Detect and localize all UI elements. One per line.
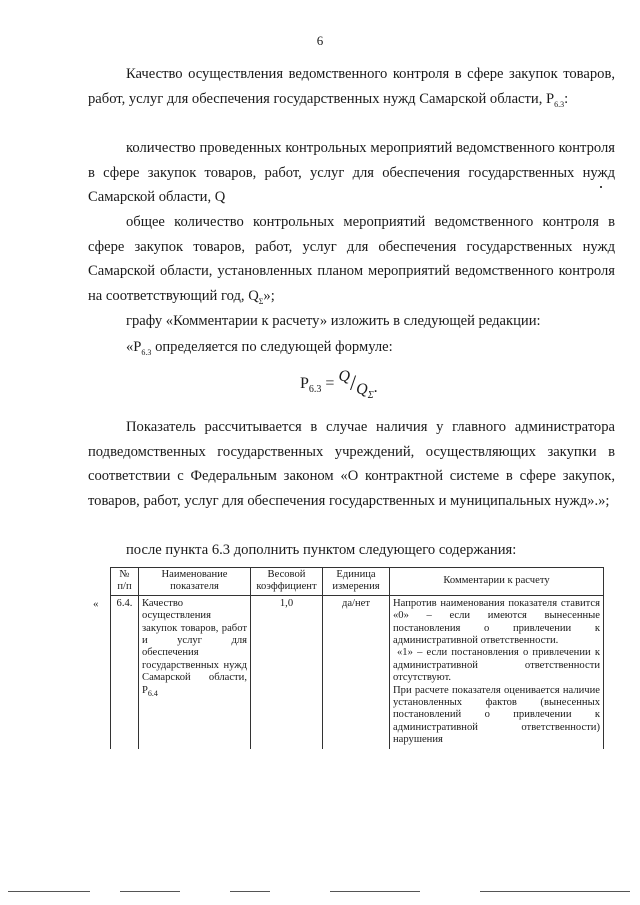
paragraph-calculation-note: Показатель рассчитывается в случае наличия у главного администратора подведомственных государственных учреждений, осуществляющих закупки в соответствии с Федеральным законом «О контрактной системе в сфере закупок, товаров, работ, услуг для обеспечения государственных и муниципальных нужд».»; — [88, 419, 615, 509]
paragraph-formula-intro — [88, 335, 615, 365]
formula-slash: / — [350, 370, 357, 395]
header-weight: Весовой коэффициент — [251, 568, 323, 596]
formula-denominator: Q — [356, 381, 368, 398]
comment-paragraph-3: При расчете показателя оценивается наличие установленных фактов (вынесенных постановлений о привлечении к административной ответственности) нарушения — [393, 684, 600, 746]
scan-speck — [600, 186, 602, 188]
subscript: Σ — [258, 296, 264, 306]
paragraph-text: Качество осуществления ведомственного контроля в сфере закупок товаров, работ, услуг для обеспечения государственных нужд Самарской области, P — [88, 66, 615, 107]
row-weight: 1,0 — [251, 595, 323, 748]
table-row — [111, 595, 604, 748]
subscript: 6.3 — [554, 99, 565, 109]
page-number: 6 — [316, 33, 324, 48]
paragraph-conducted-count: количество проведенных контрольных мероприятий ведомственного контроля в сфере закупок товаров, работ, услуг для обеспечения государственных нужд Самарской области, Q — [88, 140, 615, 205]
row-name-subscript: 6.4 — [147, 688, 158, 698]
formula-end: . — [373, 379, 378, 396]
row-unit: да/нет — [323, 595, 390, 748]
table-header-row — [111, 568, 604, 596]
header-unit: Единица измерения — [323, 568, 390, 596]
row-name-text: Качество осуществления закупок товаров, работ и услуг для обеспечения государственных нужд Самарской области, P — [142, 597, 247, 696]
formula-numerator: Q — [338, 368, 350, 385]
paragraph-column-instruction: графу «Комментарии к расчету» изложить в следующей редакции: — [126, 313, 541, 329]
header-name: Наименование показателя — [139, 568, 251, 596]
paragraph-total-count — [88, 210, 615, 314]
formula — [300, 368, 378, 402]
paragraph-text-end: »; — [263, 287, 275, 304]
formula-lhs: P — [300, 375, 309, 392]
scan-edge-line — [120, 891, 180, 892]
scan-edge-line — [330, 891, 420, 892]
subscript: 6.3 — [141, 347, 152, 357]
paragraph-quality-definition — [88, 62, 615, 117]
scan-edge-line — [230, 891, 270, 892]
formula-equals: = — [321, 375, 339, 392]
row-num: 6.4. — [111, 595, 139, 748]
table-open-quote: « — [93, 598, 99, 610]
paragraph-text: общее количество контрольных мероприятий ведомственного контроля в сфере закупок товаров, работ, услуг для обеспечения государственных нужд Самарской области, установленных планом мероприятий ведомственного контроля на соответствующий год, Q — [88, 214, 615, 304]
paragraph-text-end: : — [564, 90, 569, 107]
comment-paragraph-2: «1» – если постановления о привлечении к административной ответственности отсутствуют. — [393, 647, 600, 684]
formula-lhs-subscript: 6.3 — [308, 384, 322, 396]
comment-paragraph-1: Напротив наименования показателя ставится «0» – если имеются вынесенные постановления о привлечении к административной ответственности. — [393, 597, 600, 647]
header-num: № п/п — [111, 568, 139, 596]
header-comment: Комментарии к расчету — [390, 568, 604, 596]
indicator-table — [110, 567, 604, 749]
scan-edge-line — [480, 891, 630, 892]
formula-denominator-subscript: Σ — [367, 390, 374, 402]
row-comment — [390, 595, 604, 748]
row-name — [139, 595, 251, 748]
paragraph-text-end: определяется по следующей формуле: — [151, 339, 393, 355]
scan-edge-line — [8, 891, 90, 892]
paragraph-text: «P — [126, 339, 142, 355]
paragraph-add-item: после пункта 6.3 дополнить пунктом следующего содержания: — [126, 542, 517, 558]
